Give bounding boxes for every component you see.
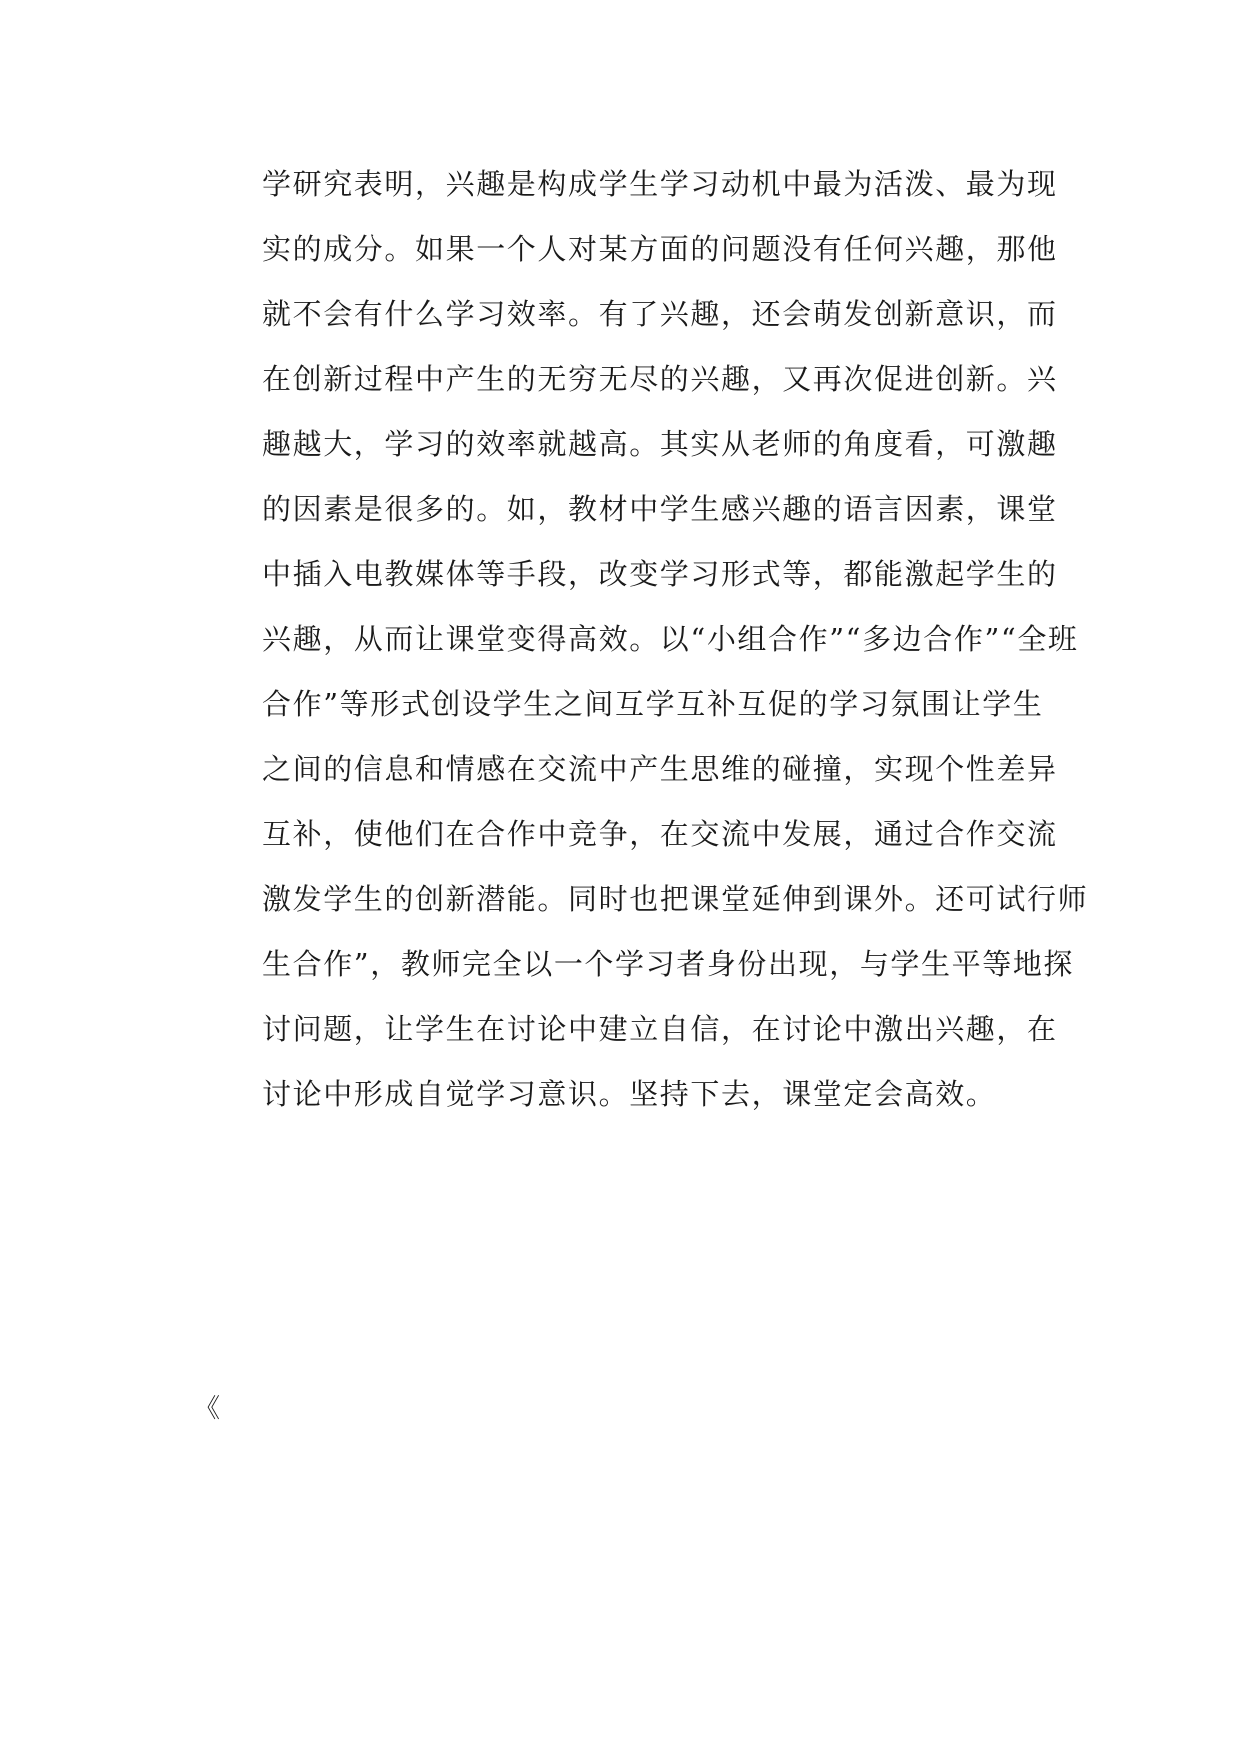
- paragraph-line: 实的成分。如果一个人对某方面的问题没有任何兴趣，那他: [262, 232, 1058, 266]
- paragraph-line: 兴趣，从而让课堂变得高效。以“小组合作”“多边合作”“全班: [262, 622, 1079, 656]
- paragraph-line: 合作”等形式创设学生之间互学互补互促的学习氛围让学生: [262, 687, 1044, 721]
- paragraph-line: 中插入电教媒体等手段，改变学习形式等，都能激起学生的: [262, 557, 1058, 591]
- paragraph-line: 激发学生的创新潜能。同时也把课堂延伸到课外。还可试行师: [262, 882, 1089, 916]
- paragraph-line: 之间的信息和情感在交流中产生思维的碰撞，实现个性差异: [262, 752, 1058, 786]
- paragraph-line: 讨问题，让学生在讨论中建立自信，在讨论中激出兴趣，在: [262, 1012, 1058, 1046]
- paragraph-line: 互补，使他们在合作中竞争，在交流中发展，通过合作交流: [262, 817, 1058, 851]
- bracket-mark: 《: [194, 1394, 221, 1424]
- body-paragraph: [262, 158, 1089, 1133]
- paragraph-line: 在创新过程中产生的无穷无尽的兴趣，又再次促进创新。兴: [262, 362, 1058, 396]
- paragraph-line: 讨论中形成自觉学习意识。坚持下去，课堂定会高效。: [262, 1077, 997, 1111]
- paragraph-line: 趣越大，学习的效率就越高。其实从老师的角度看，可激趣: [262, 427, 1058, 461]
- paragraph-line: 的因素是很多的。如，教材中学生感兴趣的语言因素，课堂: [262, 492, 1058, 526]
- paragraph-line: 生合作”，教师完全以一个学习者身份出现，与学生平等地探: [262, 947, 1075, 981]
- paragraph-line: 就不会有什么学习效率。有了兴趣，还会萌发创新意识，而: [262, 297, 1058, 331]
- paragraph-line: 学研究表明，兴趣是构成学生学习动机中最为活泼、最为现: [262, 167, 1058, 201]
